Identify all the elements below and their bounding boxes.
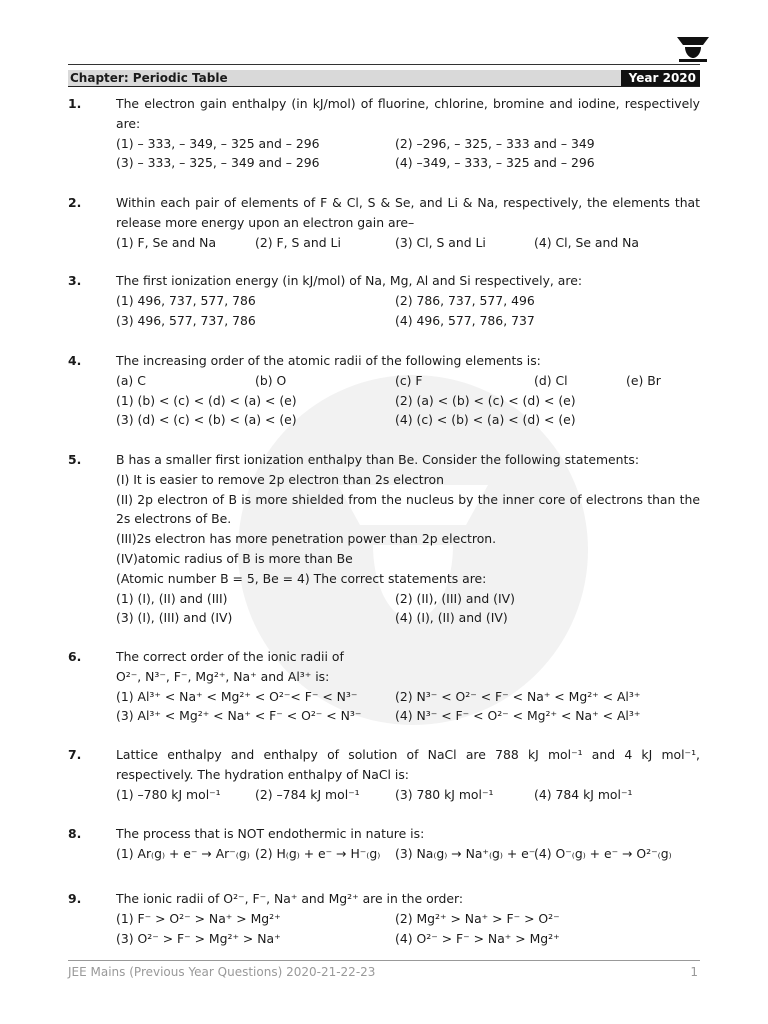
item-e: (e) Br <box>626 372 661 388</box>
question-number: 3. <box>68 273 82 288</box>
statement-2: (II) 2p electron of B is more shielded from the nucleus by the inner core of electrons than the 2s electrons of Be. <box>116 491 700 527</box>
option-1: (1) Al³⁺ < Na⁺ < Mg²⁺ < O²⁻< F⁻ < N³⁻ <box>116 688 358 704</box>
chapter-header-bar <box>68 70 700 87</box>
statement-5: (Atomic number B = 5, Be = 4) The correct statements are: <box>116 570 487 586</box>
question-text: Within each pair of elements of F & Cl, S & Se, and Li & Na, respectively, the elements that release more energy upon an electron gain are– <box>116 195 700 230</box>
option-4: (4) 784 kJ mol⁻¹ <box>534 786 633 802</box>
option-3: (3) Cl, S and Li <box>395 234 486 250</box>
question-text: The electron gain enthalpy (in kJ/mol) of fluorine, chlorine, bromine and iodine, respectively are: <box>116 96 700 131</box>
option-3: (3) Al³⁺ < Mg²⁺ < Na⁺ < F⁻ < O²⁻ < N³⁻ <box>116 708 362 724</box>
option-1: (1) 496, 737, 577, 786 <box>116 292 256 308</box>
question-number: 4. <box>68 353 82 368</box>
option-4: (4) (I), (II) and (IV) <box>395 610 508 626</box>
option-1: (1) F, Se and Na <box>116 234 217 250</box>
chapter-title: Chapter: Periodic Table <box>70 71 228 85</box>
item-d: (d) Cl <box>534 372 568 388</box>
question-number: 5. <box>68 452 82 467</box>
brand-logo-icon <box>676 36 710 62</box>
option-3: (3) (I), (III) and (IV) <box>116 610 233 626</box>
option-2: (2) N³⁻ < O²⁻ < F⁻ < Na⁺ < Mg²⁺ < Al³⁺ <box>395 688 641 704</box>
question-3 <box>68 271 708 330</box>
question-text: The process that is NOT endothermic in nature is: <box>116 826 425 841</box>
option-4: (4) 496, 577, 786, 737 <box>395 312 535 328</box>
option-2: (2) H₍g₎ + e⁻ → H⁻₍g₎ <box>255 845 381 861</box>
option-2: (2) –784 kJ mol⁻¹ <box>255 786 360 802</box>
question-text-line-2: O²⁻, N³⁻, F⁻, Mg²⁺, Na⁺ and Al³⁺ is: <box>116 668 330 684</box>
question-6 <box>68 647 708 726</box>
question-1 <box>68 94 708 173</box>
option-1: (1) Ar₍g₎ + e⁻ → Ar⁻₍g₎ <box>116 845 250 861</box>
header-rule <box>68 64 700 65</box>
option-2: (2) 786, 737, 577, 496 <box>395 292 535 308</box>
question-text: The ionic radii of O²⁻, F⁻, Na⁺ and Mg²⁺ are in the order: <box>116 891 464 906</box>
statement-3: (III)2s electron has more penetration power than 2p electron. <box>116 531 497 547</box>
option-3: (3) O²⁻ > F⁻ > Mg²⁺ > Na⁺ <box>116 930 281 946</box>
statement-1: (I) It is easier to remove 2p electron than 2s electron <box>116 471 444 487</box>
option-2: (2) (II), (III) and (IV) <box>395 590 515 606</box>
option-2: (2) –296, – 325, – 333 and – 349 <box>395 135 595 151</box>
statement-4: (IV)atomic radius of B is more than Be <box>116 550 353 566</box>
option-4: (4) (c) < (b) < (a) < (d) < (e) <box>395 412 576 428</box>
option-3: (3) (d) < (c) < (b) < (a) < (e) <box>116 412 297 428</box>
option-1: (1) (b) < (c) < (d) < (a) < (e) <box>116 392 297 408</box>
question-8 <box>68 824 708 868</box>
item-c: (c) F <box>395 372 423 388</box>
option-4: (4) O²⁻ > F⁻ > Na⁺ > Mg²⁺ <box>395 930 560 946</box>
question-4 <box>68 351 708 430</box>
option-3: (3) 496, 577, 737, 786 <box>116 312 256 328</box>
question-9 <box>68 889 708 948</box>
option-2: (2) (a) < (b) < (c) < (d) < (e) <box>395 392 576 408</box>
option-3: (3) 780 kJ mol⁻¹ <box>395 786 494 802</box>
question-7 <box>68 745 708 804</box>
question-text: Lattice enthalpy and enthalpy of solution of NaCl are 788 kJ mol⁻¹ and 4 kJ mol⁻¹, respectively. The hydration enthalpy of NaCl is: <box>116 747 700 782</box>
year-badge: Year 2020 <box>621 70 700 86</box>
question-text: The increasing order of the atomic radii of the following elements is: <box>116 353 541 368</box>
question-text: The correct order of the ionic radii of <box>116 649 344 664</box>
option-3: (3) – 333, – 325, – 349 and – 296 <box>116 155 320 171</box>
option-1: (1) F⁻ > O²⁻ > Na⁺ > Mg²⁺ <box>116 910 281 926</box>
option-4: (4) O⁻₍g₎ + e⁻ → O²⁻₍g₎ <box>534 845 672 861</box>
option-1: (1) – 333, – 349, – 325 and – 296 <box>116 135 320 151</box>
item-b: (b) O <box>255 372 287 388</box>
footer-rule <box>68 960 700 961</box>
option-4: (4) N³⁻ < F⁻ < O²⁻ < Mg²⁺ < Na⁺ < Al³⁺ <box>395 708 641 724</box>
option-2: (2) F, S and Li <box>255 234 341 250</box>
question-number: 1. <box>68 96 82 111</box>
question-5 <box>68 450 708 628</box>
page-number: 1 <box>690 965 698 979</box>
option-1: (1) –780 kJ mol⁻¹ <box>116 786 221 802</box>
option-2: (2) Mg²⁺ > Na⁺ > F⁻ > O²⁻ <box>395 910 560 926</box>
question-text: B has a smaller first ionization enthalpy than Be. Consider the following statements: <box>116 452 640 467</box>
question-2 <box>68 193 708 252</box>
option-3: (3) Na₍g₎ → Na⁺₍g₎ + e⁻ <box>395 845 536 861</box>
question-number: 7. <box>68 747 82 762</box>
question-text: The first ionization energy (in kJ/mol) of Na, Mg, Al and Si respectively, are: <box>116 273 583 288</box>
item-a: (a) C <box>116 372 146 388</box>
question-number: 8. <box>68 826 82 841</box>
option-4: (4) Cl, Se and Na <box>534 234 639 250</box>
question-number: 2. <box>68 195 82 210</box>
question-number: 9. <box>68 891 82 906</box>
option-4: (4) –349, – 333, – 325 and – 296 <box>395 155 595 171</box>
footer-text: JEE Mains (Previous Year Questions) 2020-21-22-23 <box>68 965 376 979</box>
option-1: (1) (I), (II) and (III) <box>116 590 228 606</box>
question-number: 6. <box>68 649 82 664</box>
